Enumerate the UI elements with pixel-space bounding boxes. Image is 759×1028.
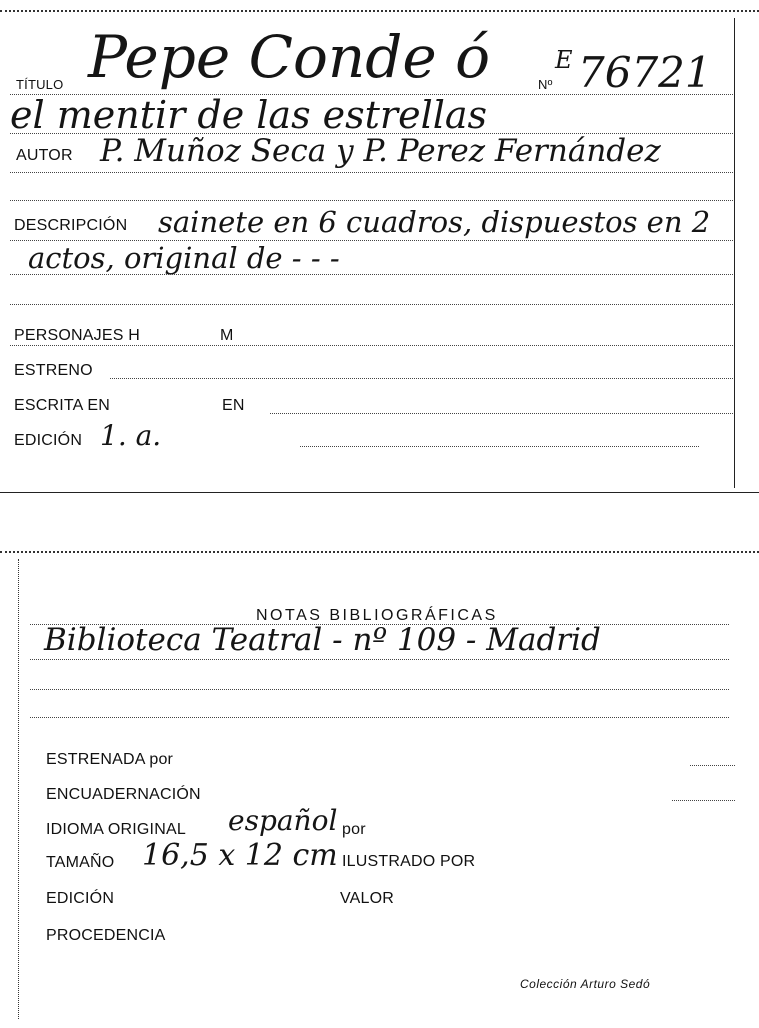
notas-title: NOTAS BIBLIOGRÁFICAS xyxy=(256,607,498,624)
descripcion-label: DESCRIPCIÓN xyxy=(14,217,128,234)
encuadernacion-label: ENCUADERNACIÓN xyxy=(46,786,201,803)
tamano-value: 16,5 x 12 cm xyxy=(142,838,338,873)
idioma-value: español xyxy=(228,804,338,837)
personajes-rule xyxy=(10,345,733,346)
valor-label: VALOR xyxy=(340,890,395,907)
descripcion-rule-2 xyxy=(10,274,733,275)
edicion-rule xyxy=(300,446,699,447)
estreno-label: ESTRENO xyxy=(14,362,93,379)
numero-prefix: E xyxy=(555,46,573,74)
numero-value: 76721 xyxy=(578,48,712,97)
notas-rule-2 xyxy=(30,659,729,660)
tamano-label: TAMAÑO xyxy=(46,854,115,871)
titulo-value-line2: el mentir de las estrellas xyxy=(10,93,488,137)
edicion-label: EDICIÓN xyxy=(14,432,83,449)
encuadernacion-rule xyxy=(672,800,735,801)
descripcion-rule-3 xyxy=(10,304,733,305)
descripcion-value-line1: sainete en 6 cuadros, dispuestos en 2 xyxy=(158,205,711,239)
autor-value: P. Muñoz Seca y P. Perez Fernández xyxy=(100,133,661,169)
titulo-value-line1: Pepe Conde ó xyxy=(88,23,491,91)
edicion-label-2: EDICIÓN xyxy=(46,890,115,907)
notas-rule-3 xyxy=(30,689,729,690)
card-right-border xyxy=(734,18,735,488)
en-label: EN xyxy=(222,397,245,414)
collection-footer: Colección Arturo Sedó xyxy=(520,977,651,991)
estrenada-rule xyxy=(690,765,735,766)
card-bottom-border xyxy=(0,492,759,493)
titulo-label: TÍTULO xyxy=(16,77,64,92)
edicion-value: 1. a. xyxy=(100,419,162,452)
descripcion-value-line2: actos, original de - - - xyxy=(28,241,340,275)
catalog-card-back xyxy=(0,545,759,1028)
personajes-h-label: PERSONAJES H xyxy=(14,327,140,344)
escrita-rule xyxy=(270,413,733,414)
notas-rule-4 xyxy=(30,717,729,718)
procedencia-label: PROCEDENCIA xyxy=(46,927,166,944)
card-top-border xyxy=(0,551,759,553)
catalog-card-front xyxy=(0,0,759,494)
autor-rule xyxy=(10,172,733,173)
por-label: por xyxy=(342,821,366,838)
estrenada-por-label: ESTRENADA por xyxy=(46,751,174,768)
personajes-m-label: M xyxy=(220,327,234,344)
idioma-original-label: IDIOMA ORIGINAL xyxy=(46,821,186,838)
numero-label: Nº xyxy=(538,77,553,92)
card-top-border xyxy=(0,10,759,12)
card-left-border xyxy=(18,559,19,1019)
notas-value: Biblioteca Teatral - nº 109 - Madrid xyxy=(44,622,601,658)
estreno-rule xyxy=(110,378,733,379)
escrita-en-label: ESCRITA EN xyxy=(14,397,110,414)
blank-rule xyxy=(10,200,733,201)
ilustrado-por-label: ILUSTRADO POR xyxy=(342,853,476,870)
autor-label: AUTOR xyxy=(16,147,73,164)
